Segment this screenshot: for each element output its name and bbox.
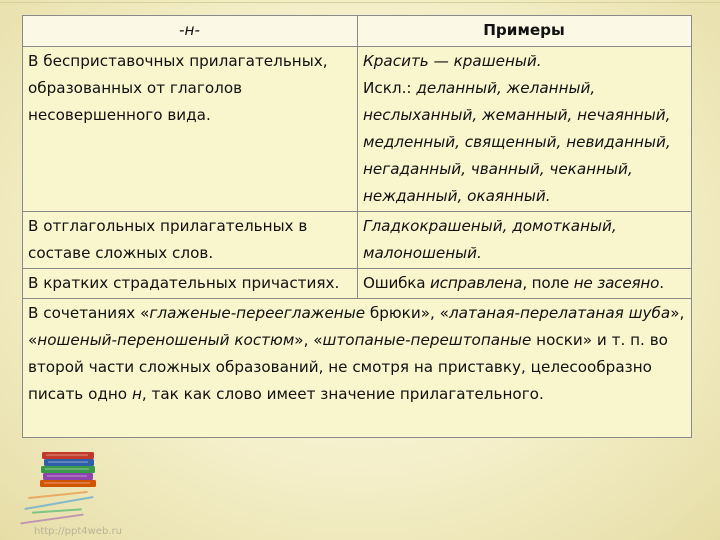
header-col1: -н- (23, 16, 358, 47)
example-text: Красить — крашеный. (363, 52, 542, 70)
note-italic: ношеный-переношеный костюм (37, 331, 295, 349)
note-italic: штопаные-перештопаные (322, 331, 532, 349)
footer-url: http://ppt4web.ru (34, 526, 122, 537)
decor-streak (32, 508, 82, 513)
rule-cell: В кратких страдательных причастиях. (23, 269, 358, 299)
rules-table (22, 15, 692, 438)
table-row (23, 212, 692, 269)
example-plain: Ошибка (363, 274, 430, 292)
example-cell (358, 47, 692, 212)
exception-list: деланный, желанный, неслыханный, жеманный, нечаянный, медленный, священный, невиданный, негаданный, чванный, чеканный, нежданный, окаянный. (363, 79, 671, 205)
note-italic: латаная-перелатаная шуба (448, 304, 671, 322)
table-header-row (23, 16, 692, 47)
note-text: », « (28, 304, 685, 349)
example-italic: не засеяно (573, 274, 660, 292)
rule-cell: В бесприставочных прилагательных, образованных от глаголов несовершенного вида. (23, 47, 358, 212)
example-cell: Гладкокрашеный, домотканый, малоношеный. (358, 212, 692, 269)
note-italic: н (131, 385, 142, 403)
books-icon (36, 450, 106, 490)
note-text: носки» и т. п. во второй части сложных образований, не смотря на приставку, целесообразно писать одно (28, 331, 668, 403)
table-row (23, 47, 692, 212)
rule-cell: В отглагольных прилагательных в составе сложных слов. (23, 212, 358, 269)
example-plain: , поле (522, 274, 574, 292)
note-text: , так как слово имеет значение прилагательного. (141, 385, 544, 403)
decor-streak (20, 514, 84, 525)
note-italic: глаженые-перееглаженые (149, 304, 366, 322)
exception-label: Искл.: (363, 79, 417, 97)
example-plain: . (659, 274, 664, 292)
note-text: », « (294, 331, 323, 349)
note-cell (23, 299, 692, 438)
note-text: В сочетаниях « (28, 304, 150, 322)
top-rule (0, 2, 720, 3)
example-italic: исправлена (430, 274, 523, 292)
header-col2: Примеры (358, 16, 692, 47)
example-cell (358, 269, 692, 299)
note-row (23, 299, 692, 438)
note-text: брюки», « (365, 304, 449, 322)
table-row (23, 269, 692, 299)
